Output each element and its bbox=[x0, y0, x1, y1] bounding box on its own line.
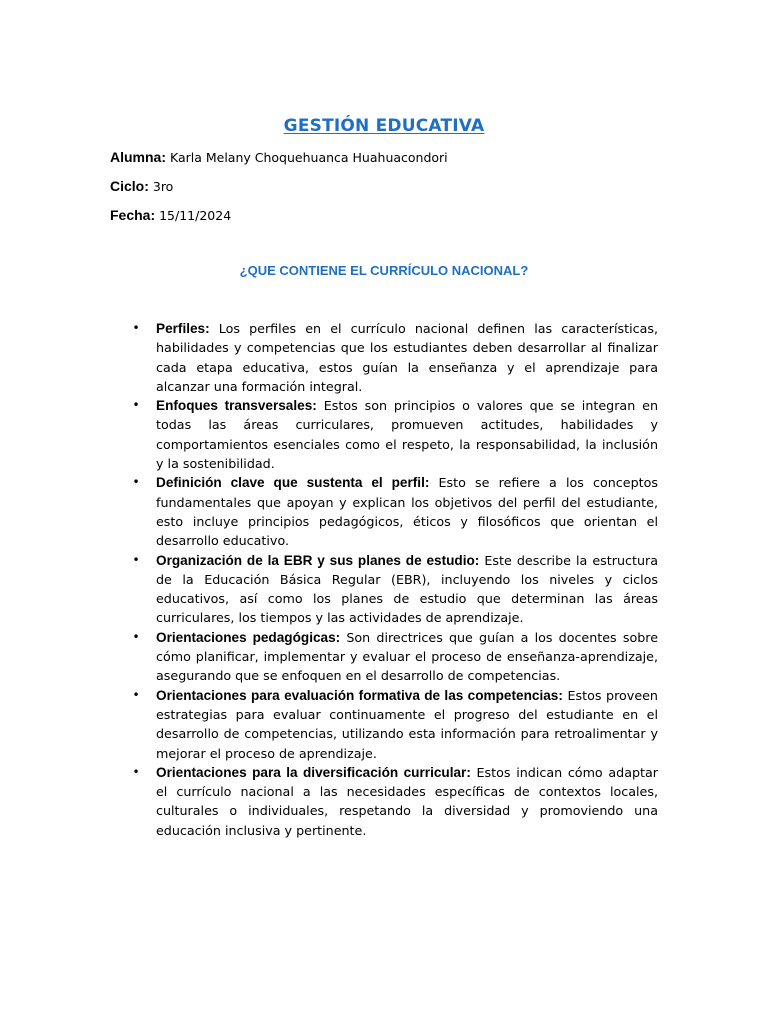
item-text: Estos proveen estrategias para evaluar continuamente el progreso del estudiante en el desarrollo de competencias, utilizando esta información para retroalimentar y mejorar el proceso de aprendizaje. bbox=[156, 687, 658, 761]
item-term: Orientaciones pedagógicas: bbox=[156, 629, 341, 645]
list-item bbox=[132, 551, 659, 628]
document-title: GESTIÓN EDUCATIVA bbox=[283, 116, 485, 136]
field-fecha-value: 15/11/2024 bbox=[155, 208, 232, 223]
list-item bbox=[132, 319, 658, 396]
item-text: Estos indican cómo adaptar el currículo nacional a las necesidades específicas de contextos locales, culturales o individuales, respetando la diversidad y promoviendo una educación inclusiva y pertinente. bbox=[156, 764, 658, 838]
bullet-icon: • bbox=[132, 475, 140, 490]
field-ciclo-value: 3ro bbox=[148, 179, 174, 194]
field-fecha-label: Fecha: bbox=[110, 207, 156, 223]
bullet-icon: • bbox=[132, 629, 140, 644]
item-term: Orientaciones para evaluación formativa de las competencias: bbox=[156, 687, 563, 703]
content-bullet-list bbox=[132, 319, 659, 840]
bullet-icon: • bbox=[132, 687, 140, 702]
item-text: Los perfiles en el currículo nacional definen las características, habilidades y competencias que los estudiantes deben desarrollar al finalizar cada etapa educativa, estos guían la enseñanza y el aprendizaje para alcanzar una formación integral. bbox=[156, 321, 658, 394]
bullet-icon: • bbox=[132, 398, 140, 413]
item-term: Enfoques transversales: bbox=[156, 398, 317, 414]
section-heading: ¿QUE CONTIENE EL CURRÍCULO NACIONAL? bbox=[239, 263, 529, 278]
bullet-icon: • bbox=[132, 321, 140, 335]
field-fecha bbox=[110, 206, 231, 226]
bullet-icon: • bbox=[132, 764, 140, 779]
field-ciclo bbox=[110, 177, 173, 197]
item-text: Esto se refiere a los conceptos fundamentales que apoyan y explican los objetivos del perfil del estudiante, esto incluye principios pedagógicos, éticos y filosóficos que orientan el desarrollo educativo. bbox=[156, 475, 658, 549]
item-text: Este describe la estructura de la Educación Básica Regular (EBR), incluyendo los niveles y ciclos educativos, así como los planes de estudio que determinan las áreas curriculares, los tiempos y las actividades de aprendizaje. bbox=[156, 552, 659, 626]
list-item bbox=[132, 396, 658, 473]
list-item bbox=[132, 473, 658, 550]
item-term: Perfiles: bbox=[156, 321, 210, 336]
field-ciclo-label: Ciclo: bbox=[110, 178, 149, 194]
field-alumna bbox=[110, 148, 448, 168]
list-item bbox=[132, 628, 659, 686]
item-term: Definición clave que sustenta el perfil: bbox=[156, 475, 430, 491]
list-item bbox=[132, 763, 658, 840]
field-alumna-label: Alumna: bbox=[110, 149, 166, 165]
item-term: Organización de la EBR y sus planes de estudio: bbox=[156, 552, 480, 568]
item-text: Estos son principios o valores que se integran en todas las áreas curriculares, promueven actitudes, habilidades y comportamientos esenciales como el respeto, la responsabilidad, la inclusión y la sostenibilidad. bbox=[156, 398, 658, 472]
list-item bbox=[132, 686, 658, 763]
item-text: Son directrices que guían a los docentes sobre cómo planificar, implementar y evaluar el proceso de enseñanza-aprendizaje, asegurando que se enfoquen en el desarrollo de competencias. bbox=[156, 629, 659, 684]
bullet-icon: • bbox=[132, 552, 140, 567]
item-term: Orientaciones para la diversificación curricular: bbox=[156, 764, 471, 780]
field-alumna-value: Karla Melany Choquehuanca Huahuacondori bbox=[166, 150, 448, 165]
